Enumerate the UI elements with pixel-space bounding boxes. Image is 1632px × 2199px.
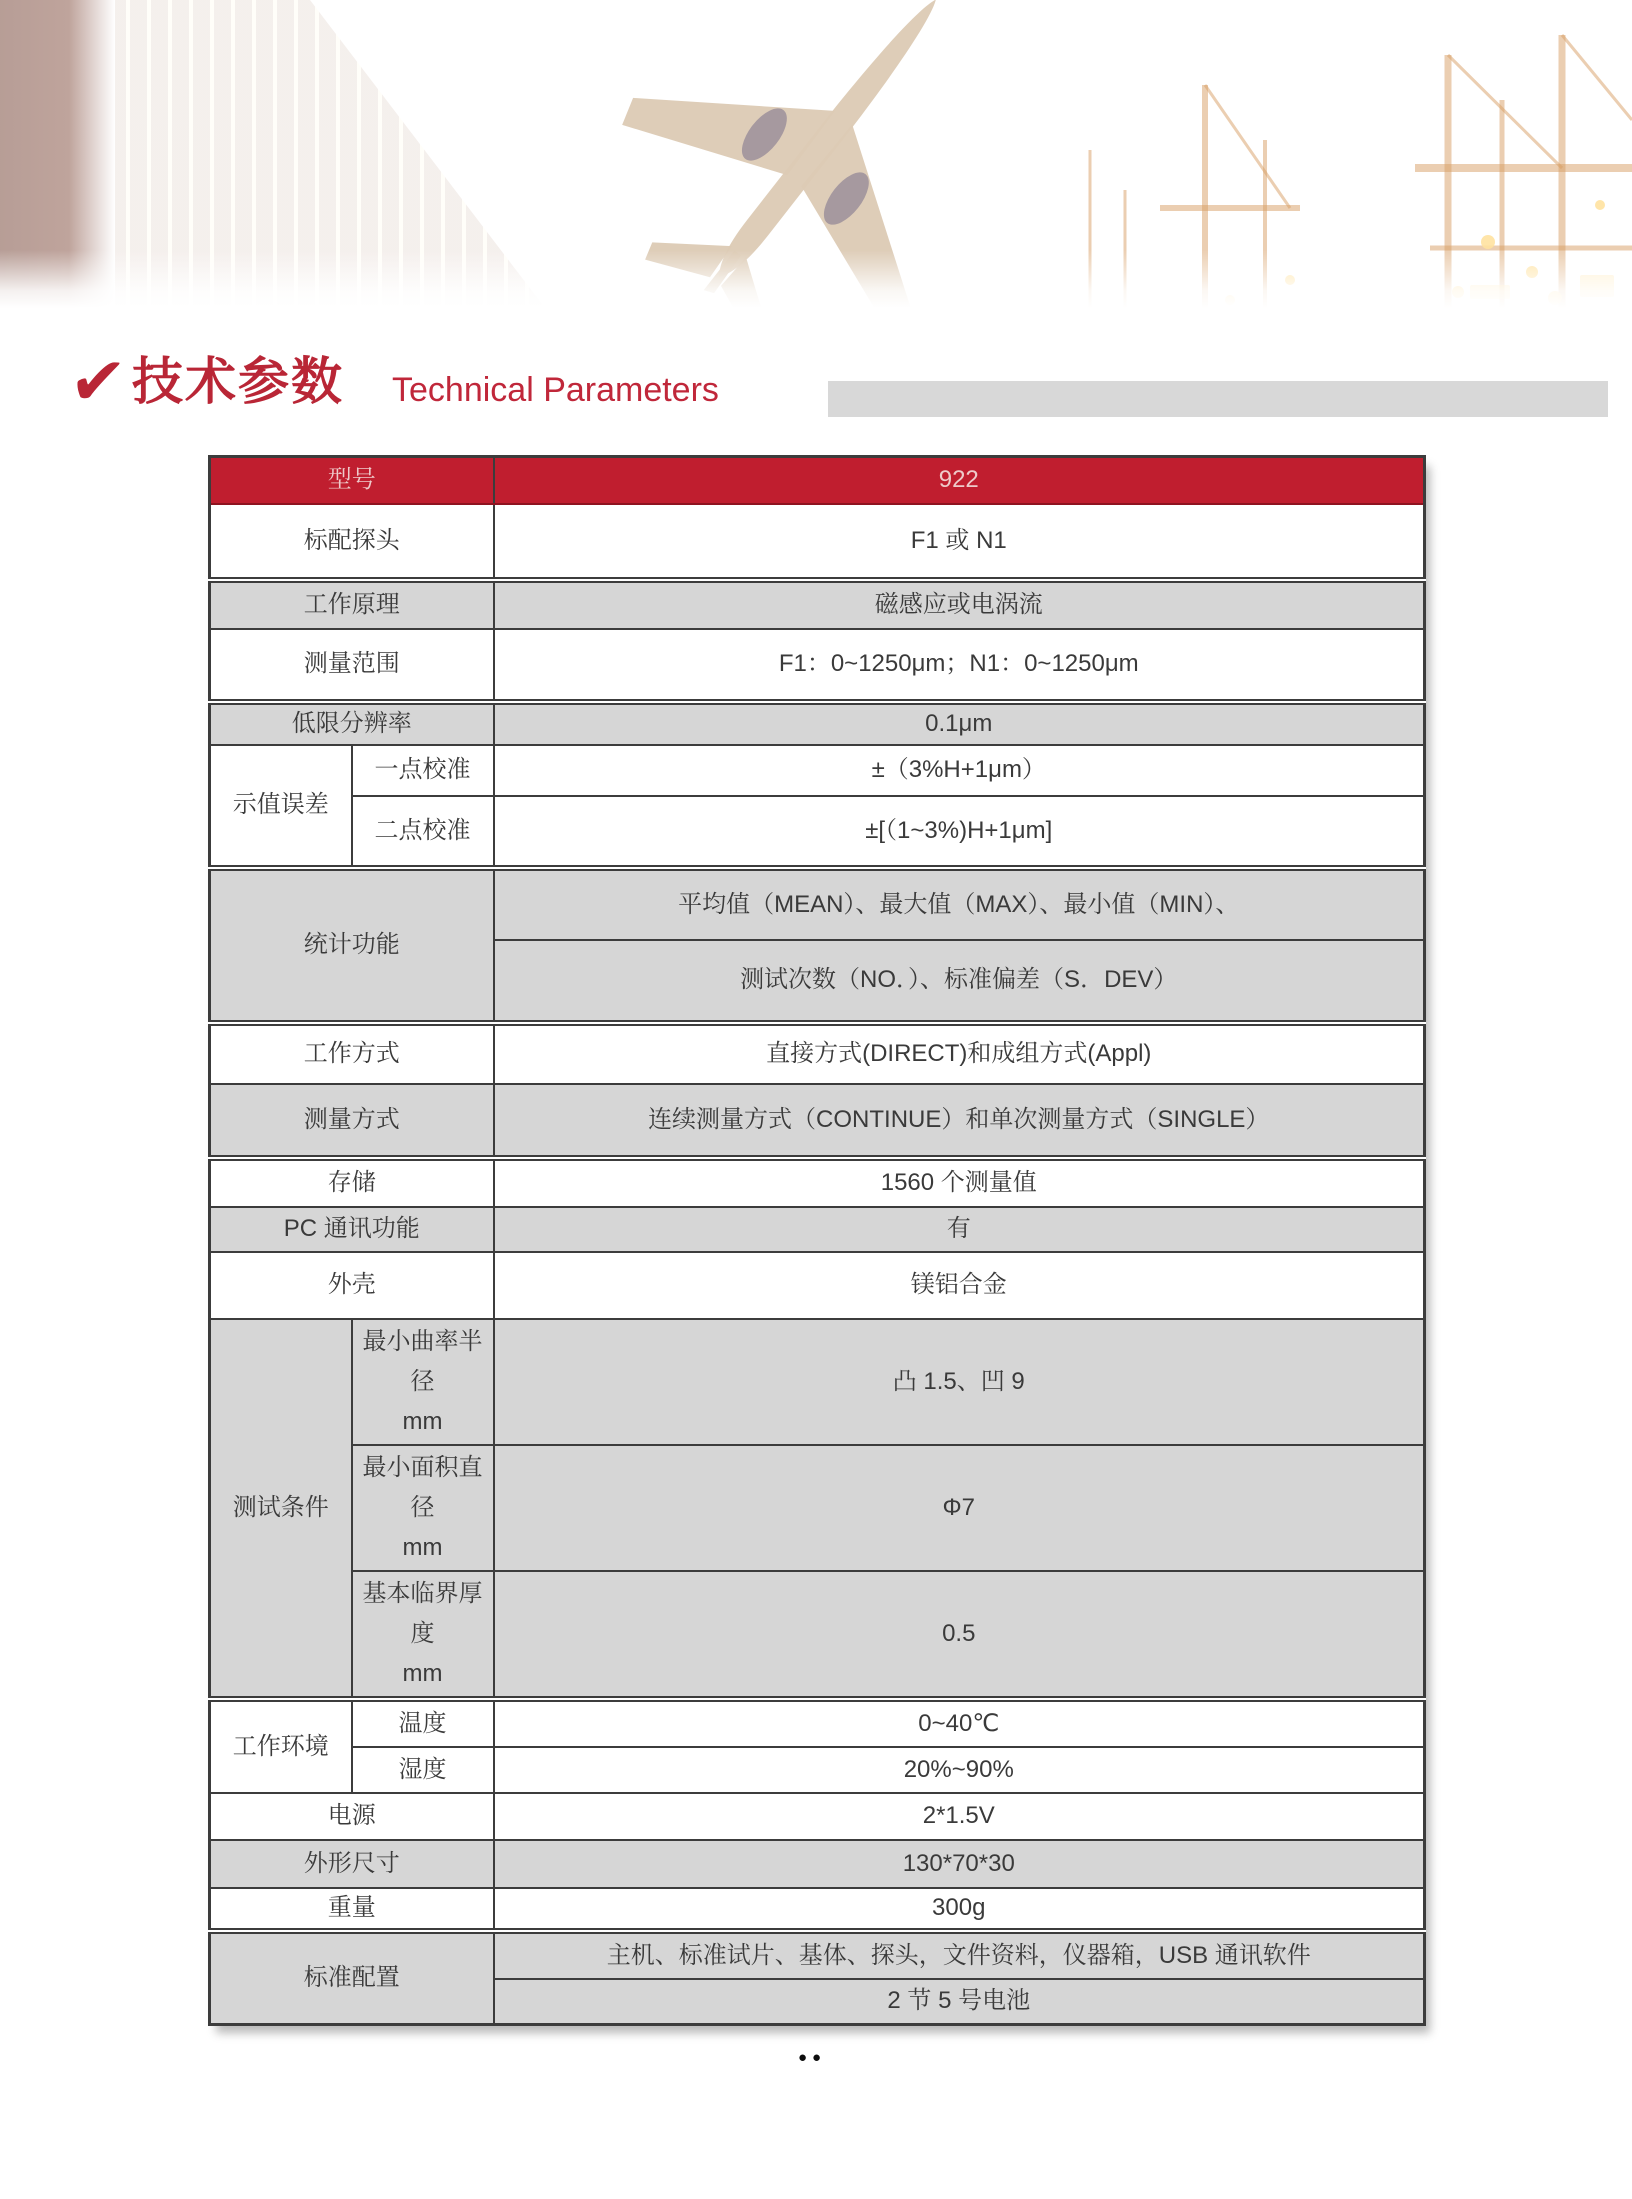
spec-label: 存储 <box>210 1158 494 1207</box>
spec-value: 0~40℃ <box>494 1699 1425 1747</box>
spec-value: ±[（1~3%)H+1μm] <box>494 796 1425 868</box>
spec-sublabel: 湿度 <box>352 1747 494 1793</box>
table-row <box>210 1931 1425 1979</box>
table-row <box>210 1158 1425 1207</box>
spec-value: 0.1μm <box>494 702 1425 745</box>
banner-bottom-fade <box>0 250 1632 308</box>
table-row <box>210 1252 1425 1319</box>
table-row <box>210 580 1425 629</box>
spec-value: 2 节 5 号电池 <box>494 1979 1425 2025</box>
table-row <box>210 1319 1425 1445</box>
page-title-zh: 技术参数 <box>132 353 345 410</box>
table-row <box>210 1699 1425 1747</box>
spec-label: 外形尺寸 <box>210 1840 494 1888</box>
spec-label: 标配探头 <box>210 504 494 580</box>
spec-value: 2*1.5V <box>494 1793 1425 1840</box>
spec-label: 型号 <box>210 457 494 504</box>
spec-value: 凸 1.5、凹 9 <box>494 1319 1425 1445</box>
section-title <box>0 340 1632 430</box>
spec-label: 工作原理 <box>210 580 494 629</box>
table-row <box>210 745 1425 796</box>
spec-value: ±（3%H+1μm） <box>494 745 1425 796</box>
table-row <box>210 504 1425 580</box>
spec-value: 1560 个测量值 <box>494 1158 1425 1207</box>
spec-group-label: 示值误差 <box>210 745 352 868</box>
table-row <box>210 629 1425 702</box>
header-banner-photo <box>0 0 1632 308</box>
spec-label: 外壳 <box>210 1252 494 1319</box>
table-row <box>210 1023 1425 1084</box>
spec-value: 300g <box>494 1888 1425 1931</box>
spec-value: 130*70*30 <box>494 1840 1425 1888</box>
page-title-en: Technical Parameters <box>392 371 719 409</box>
table-row <box>210 1571 1425 1699</box>
spec-value: 测试次数（NO．）、标准偏差（S．DEV） <box>494 940 1425 1023</box>
spec-label: 低限分辨率 <box>210 702 494 745</box>
table-row <box>210 1747 1425 1793</box>
spec-table-wrap <box>208 455 1426 2026</box>
table-row <box>210 1084 1425 1158</box>
spec-value: 0.5 <box>494 1571 1425 1699</box>
spec-label: 工作方式 <box>210 1023 494 1084</box>
spec-group-label: 工作环境 <box>210 1699 352 1793</box>
spec-value: F1：0~1250μm；N1：0~1250μm <box>494 629 1425 702</box>
spec-sublabel: 温度 <box>352 1699 494 1747</box>
spec-table <box>208 455 1426 2026</box>
spec-value: 20%~90% <box>494 1747 1425 1793</box>
spec-label: 测量方式 <box>210 1084 494 1158</box>
table-row <box>210 702 1425 745</box>
spec-label: 电源 <box>210 1793 494 1840</box>
table-row <box>210 1793 1425 1840</box>
spec-value: 连续测量方式（CONTINUE）和单次测量方式（SINGLE） <box>494 1084 1425 1158</box>
spec-group-label: 测试条件 <box>210 1319 352 1699</box>
spec-group-label: 标准配置 <box>210 1931 494 2025</box>
footer-page-dots: ●● <box>798 2049 827 2066</box>
table-row <box>210 796 1425 868</box>
spec-value: 镁铝合金 <box>494 1252 1425 1319</box>
spec-sublabel: 最小曲率半径 mm <box>352 1319 494 1445</box>
title-gray-bar <box>828 381 1608 417</box>
spec-value: Φ7 <box>494 1445 1425 1571</box>
spec-label: 测量范围 <box>210 629 494 702</box>
spec-sublabel: 一点校准 <box>352 745 494 796</box>
spec-label: 重量 <box>210 1888 494 1931</box>
spec-sublabel: 基本临界厚度 mm <box>352 1571 494 1699</box>
table-row <box>210 1840 1425 1888</box>
spec-value: 主机、标准试片、基体、探头，文件资料，仪器箱，USB 通讯软件 <box>494 1931 1425 1979</box>
spec-sublabel: 二点校准 <box>352 796 494 868</box>
spec-sublabel: 最小面积直径 mm <box>352 1445 494 1571</box>
spec-value: 直接方式(DIRECT)和成组方式(Appl) <box>494 1023 1425 1084</box>
table-row <box>210 1445 1425 1571</box>
spec-value: F1 或 N1 <box>494 504 1425 580</box>
spec-label: PC 通讯功能 <box>210 1207 494 1252</box>
spec-value: 有 <box>494 1207 1425 1252</box>
spec-group-label: 统计功能 <box>210 868 494 1023</box>
check-icon: ✔ <box>66 344 130 418</box>
spec-value: 平均值（MEAN）、最大值（MAX）、最小值（MIN）、 <box>494 868 1425 940</box>
table-row <box>210 457 1425 504</box>
table-row <box>210 1207 1425 1252</box>
table-row <box>210 868 1425 940</box>
spec-value: 磁感应或电涡流 <box>494 580 1425 629</box>
spec-value: 922 <box>494 457 1425 504</box>
table-row <box>210 1888 1425 1931</box>
